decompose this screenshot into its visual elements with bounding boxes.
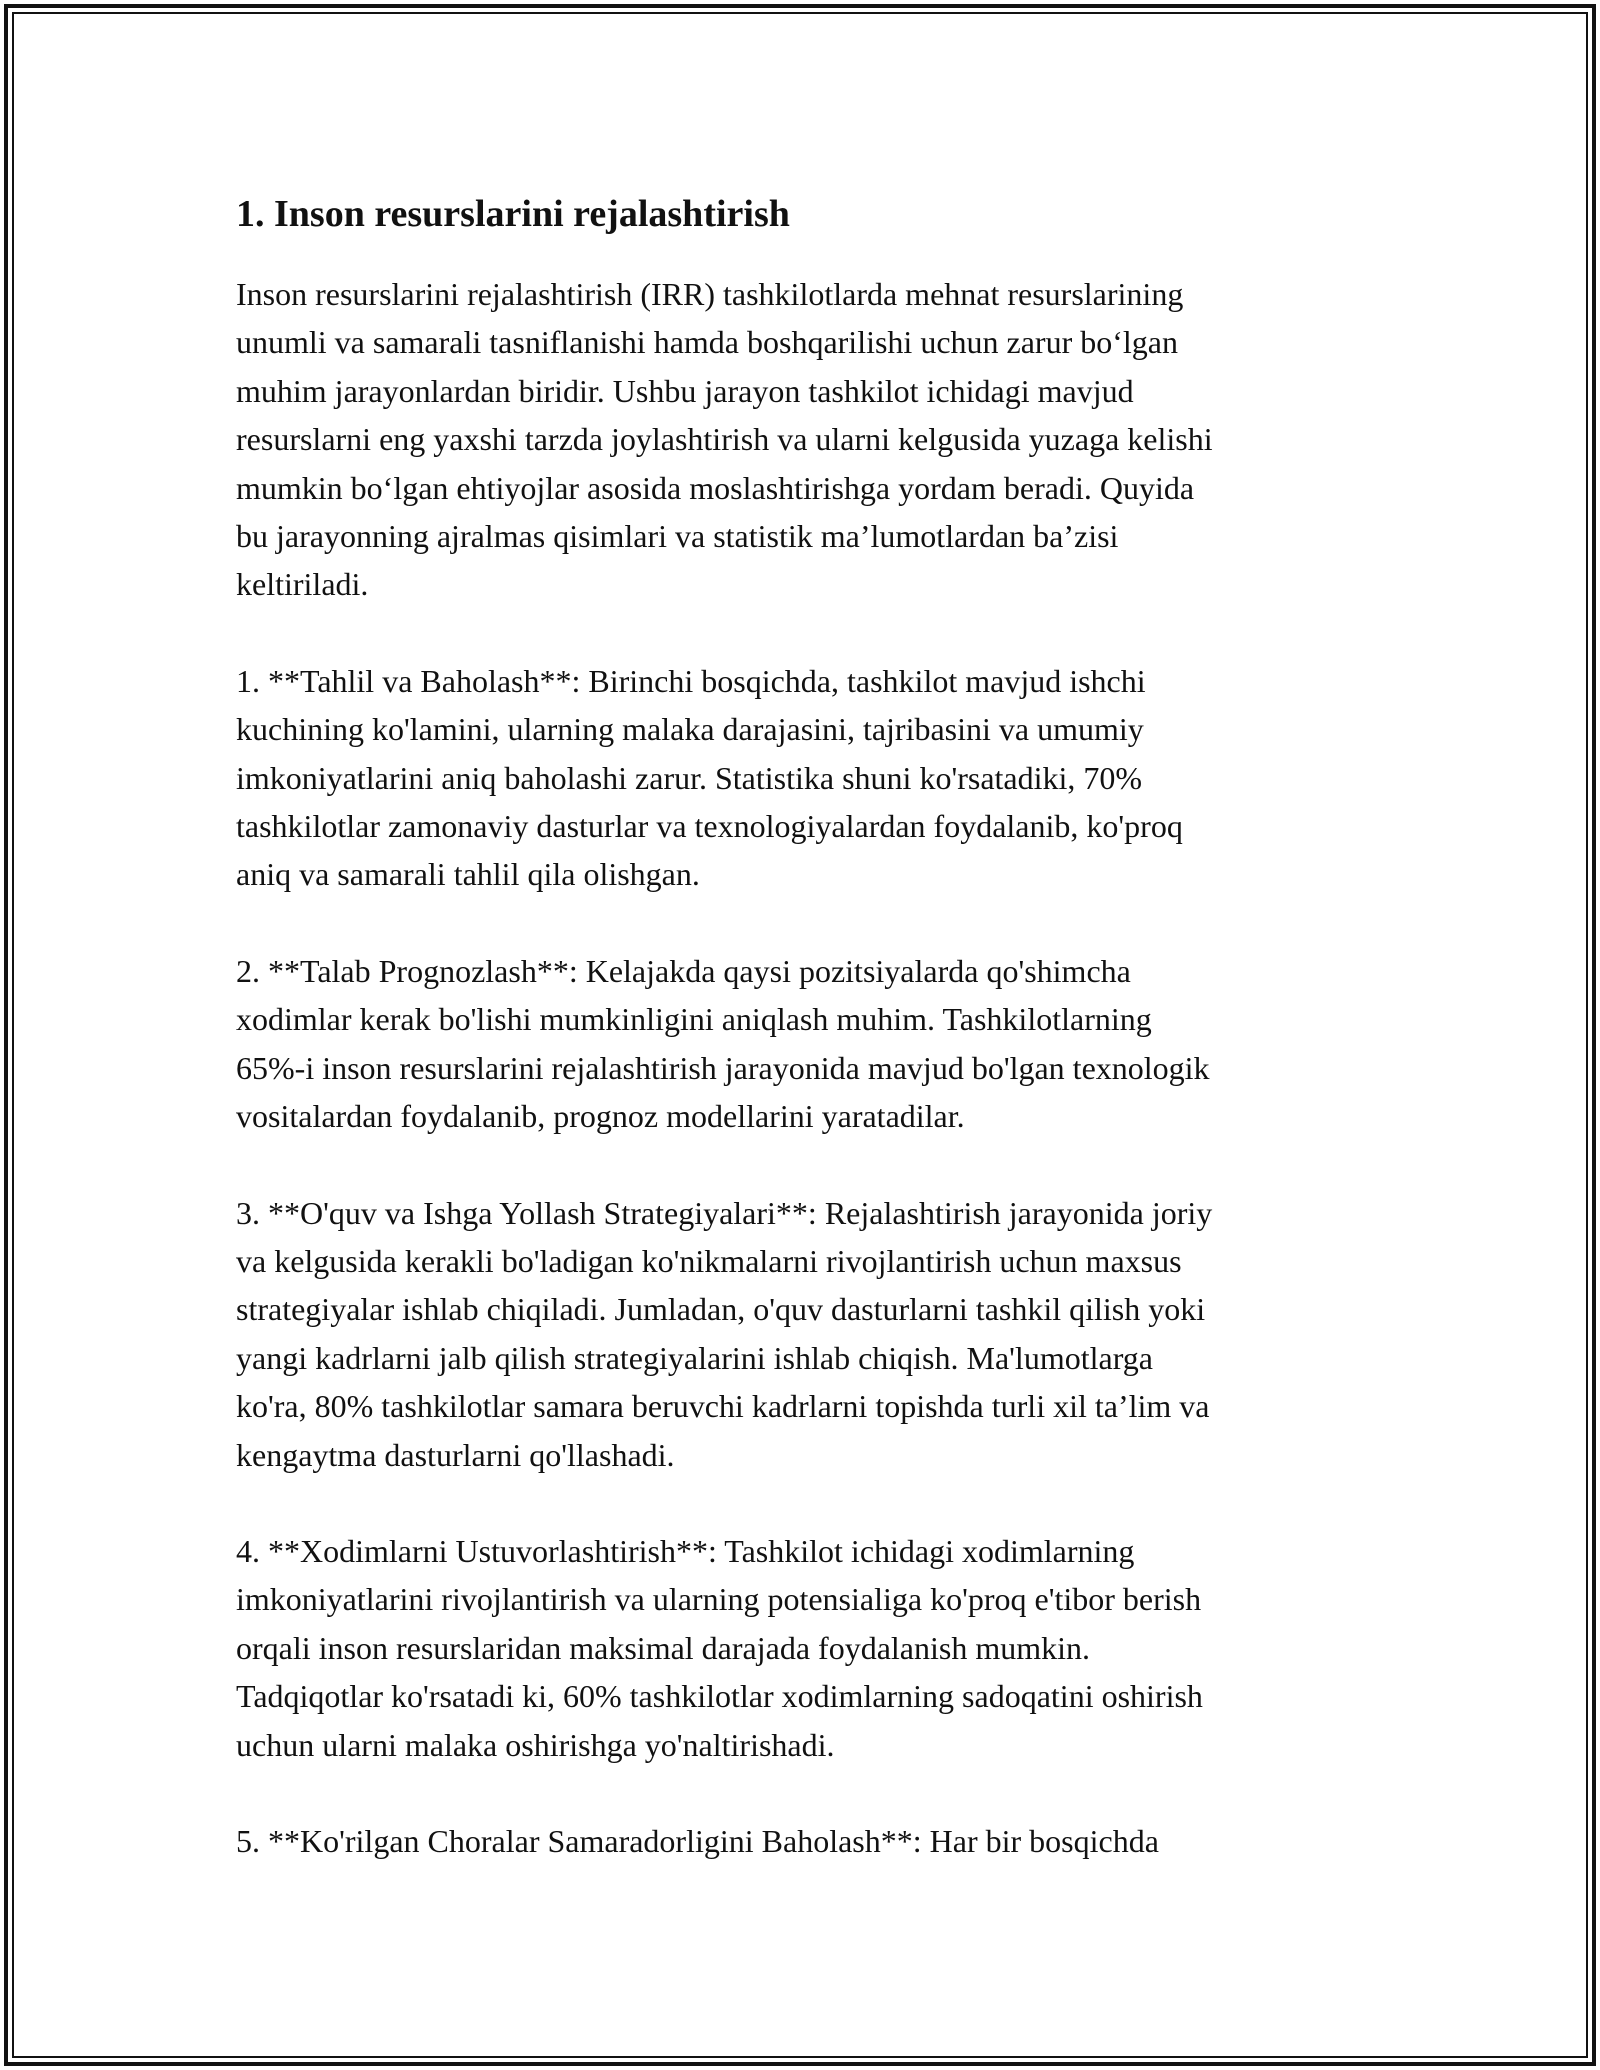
- list-item-choralar-samaradorligi: 5. **Ko'rilgan Choralar Samaradorligini Baholash**: Har bir bosqichda: [236, 1822, 1159, 1859]
- list-item-xodimlarni-ustuvorlashtirish: 4. **Xodimlarni Ustuvorlashtirish**: Tashkilot ichidagi xodimlarning imkoniyatlarini rivojlantirish va ularning potensialiga ko'proq e'tibor berish orqali inson resurslaridan maksimal darajada foydalanish mumkin. Tadqiqotlar ko'rsatadi ki, 60% tashkilotlar xodimlarning sadoqatini oshirish uchun ularni malaka oshirishga yo'naltirishadi.: [236, 1532, 1203, 1763]
- list-item-tahlil-baholash: 1. **Tahlil va Baholash**: Birinchi bosqichda, tashkilot mavjud ishchi kuchining ko'lamini, ularning malaka darajasini, tajribasini va umumiy imkoniyatlarini aniq baholashi zarur. Statistika shuni ko'rsatadiki, 70% tashkilotlar zamonaviy dasturlar va texnologiyalardan foydalanib, ko'proq aniq va samarali tahlil qila olishgan.: [236, 662, 1183, 893]
- intro-paragraph: Inson resurslarini rejalashtirish (IRR) tashkilotlarda mehnat resurslarining unumli va samarali tasniflanishi hamda boshqarilishi uchun zarur bo‘lgan muhim jarayonlardan biridir. Ushbu jarayon tashkilot ichidagi mavjud resurslarni eng yaxshi tarzda joylashtirish va ularni kelgusida yuzaga kelishi mumkin bo‘lgan ehtiyojlar asosida moslashtirishga yordam beradi. Quyida bu jarayonning ajralmas qisimlari va statistik ma’lumotlardan ba’zisi keltiriladi.: [236, 276, 1213, 603]
- document-body: [236, 186, 1376, 1913]
- list-item-talab-prognozlash: 2. **Talab Prognozlash**: Kelajakda qaysi pozitsiyalarda qo'shimcha xodimlar kerak bo'lishi mumkinligini aniqlash muhim. Tashkilotlarning 65%-i inson resurslarini rejalashtirish jarayonida mavjud bo'lgan texnologik vositalardan foydalanib, prognoz modellarini yaratadilar.: [236, 952, 1210, 1135]
- list-item-oquv-ishga-yollash: 3. **O'quv va Ishga Yollash Strategiyalari**: Rejalashtirish jarayonida joriy va kelgusida kerakli bo'ladigan ko'nikmalarni rivojlantirish uchun maxsus strategiyalar ishlab chiqiladi. Jumladan, o'quv dasturlarni tashkil qilish yoki yangi kadrlarni jalb qilish strategiyalarini ishlab chiqish. Ma'lumotlarga ko'ra, 80% tashkilotlar samara beruvchi kadrlarni topishda turli xil ta’lim va kengaytma dasturlarni qo'llashadi.: [236, 1194, 1213, 1473]
- section-heading: 1. Inson resurslarini rejalashtirish: [236, 193, 790, 235]
